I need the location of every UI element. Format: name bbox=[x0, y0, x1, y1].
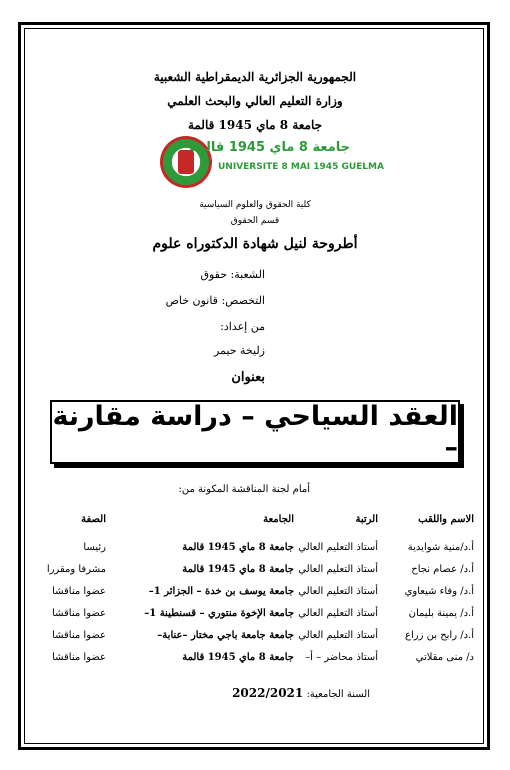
header-role: الصفة bbox=[81, 514, 106, 525]
thesis-title: العقد السياحي – دراسة مقارنة – bbox=[52, 401, 458, 463]
header-university: الجامعة bbox=[263, 514, 294, 525]
member-university: جامعة 8 ماي 1945 قالمة bbox=[182, 564, 294, 575]
member-university: جامعة جامعة باجي مختار –عنابة– bbox=[157, 630, 294, 641]
table-row bbox=[28, 652, 482, 672]
specialty: التخصص: قانون خاص bbox=[165, 294, 265, 307]
university-logo bbox=[160, 136, 384, 194]
department-name: قسم الحقوق bbox=[230, 216, 280, 226]
table-row bbox=[28, 542, 482, 562]
faculty-name: كلية الحقوق والعلوم السياسية bbox=[199, 200, 311, 210]
member-rank: أستاذ التعليم العالي bbox=[298, 586, 378, 597]
member-name: أ.د/منية شوايدية bbox=[407, 542, 474, 553]
table-row bbox=[28, 630, 482, 650]
member-university: جامعة 8 ماي 1945 قالمة bbox=[182, 542, 294, 553]
title-label: بعنوان bbox=[231, 370, 265, 385]
member-rank: أستاذ محاضر – أ– bbox=[305, 652, 378, 663]
committee-label: أمام لجنة المناقشة المكونة من: bbox=[178, 484, 310, 495]
member-name: د/ منى مقلاتي bbox=[415, 652, 474, 663]
thesis-type: أطروحة لنيل شهادة الدكتوراه علوم bbox=[152, 236, 358, 252]
member-rank: أستاذ التعليم العالي bbox=[298, 564, 378, 575]
header-rank: الرتبة bbox=[355, 514, 378, 525]
member-role: عضوا مناقشا bbox=[52, 586, 106, 597]
header-name: الاسم واللقب bbox=[418, 514, 474, 525]
member-rank: أستاذ التعليم العالي bbox=[298, 608, 378, 619]
member-university: جامعة يوسف بن خدة – الجزائر 1– bbox=[148, 586, 294, 597]
member-role: عضوا مناقشا bbox=[52, 652, 106, 663]
table-row bbox=[28, 564, 482, 584]
logo-text-french: UNIVERSITE 8 MAI 1945 GUELMA bbox=[218, 162, 384, 172]
member-name: أ.د/ يمينة بليمان bbox=[408, 608, 474, 619]
member-rank: أستاذ التعليم العالي bbox=[298, 542, 378, 553]
author-name: زليخة حيمر bbox=[213, 344, 265, 357]
member-rank: أستاذ التعليم العالي bbox=[298, 630, 378, 641]
branch: الشعبة: حقوق bbox=[200, 268, 265, 281]
table-row bbox=[28, 586, 482, 606]
member-name: أ.د/ وفاء شيعاوي bbox=[404, 586, 474, 597]
prepared-by-label: من إعداد: bbox=[220, 320, 265, 333]
member-role: مشرفا ومقررا bbox=[46, 564, 106, 575]
academic-year-value: 2022/2021 bbox=[232, 686, 304, 700]
thesis-title-box bbox=[50, 400, 460, 464]
member-name: أ.د/ رابح بن زراع bbox=[405, 630, 474, 641]
member-university: جامعة الإخوة منتوري – قسنطينة 1– bbox=[144, 608, 294, 619]
member-role: رئيسا bbox=[83, 542, 106, 553]
academic-year bbox=[232, 686, 370, 700]
member-role: عضوا مناقشا bbox=[52, 630, 106, 641]
republic-name: الجمهورية الجزائرية الديمقراطية الشعبية bbox=[153, 70, 357, 84]
member-university: جامعة 8 ماي 1945 قالمة bbox=[182, 652, 294, 663]
table-header-row bbox=[28, 514, 482, 534]
member-name: أ.د/ عصام نجاح bbox=[411, 564, 474, 575]
ministry-name: وزارة التعليم العالي والبحث العلمي bbox=[167, 94, 343, 108]
university-name: جامعة 8 ماي 1945 قالمة bbox=[187, 118, 323, 132]
table-row bbox=[28, 608, 482, 628]
academic-year-label: السنة الجامعية: bbox=[306, 689, 370, 700]
member-role: عضوا مناقشا bbox=[52, 608, 106, 619]
logo-text-arabic: جامعة 8 ماي 1945 قالمة bbox=[189, 140, 350, 155]
